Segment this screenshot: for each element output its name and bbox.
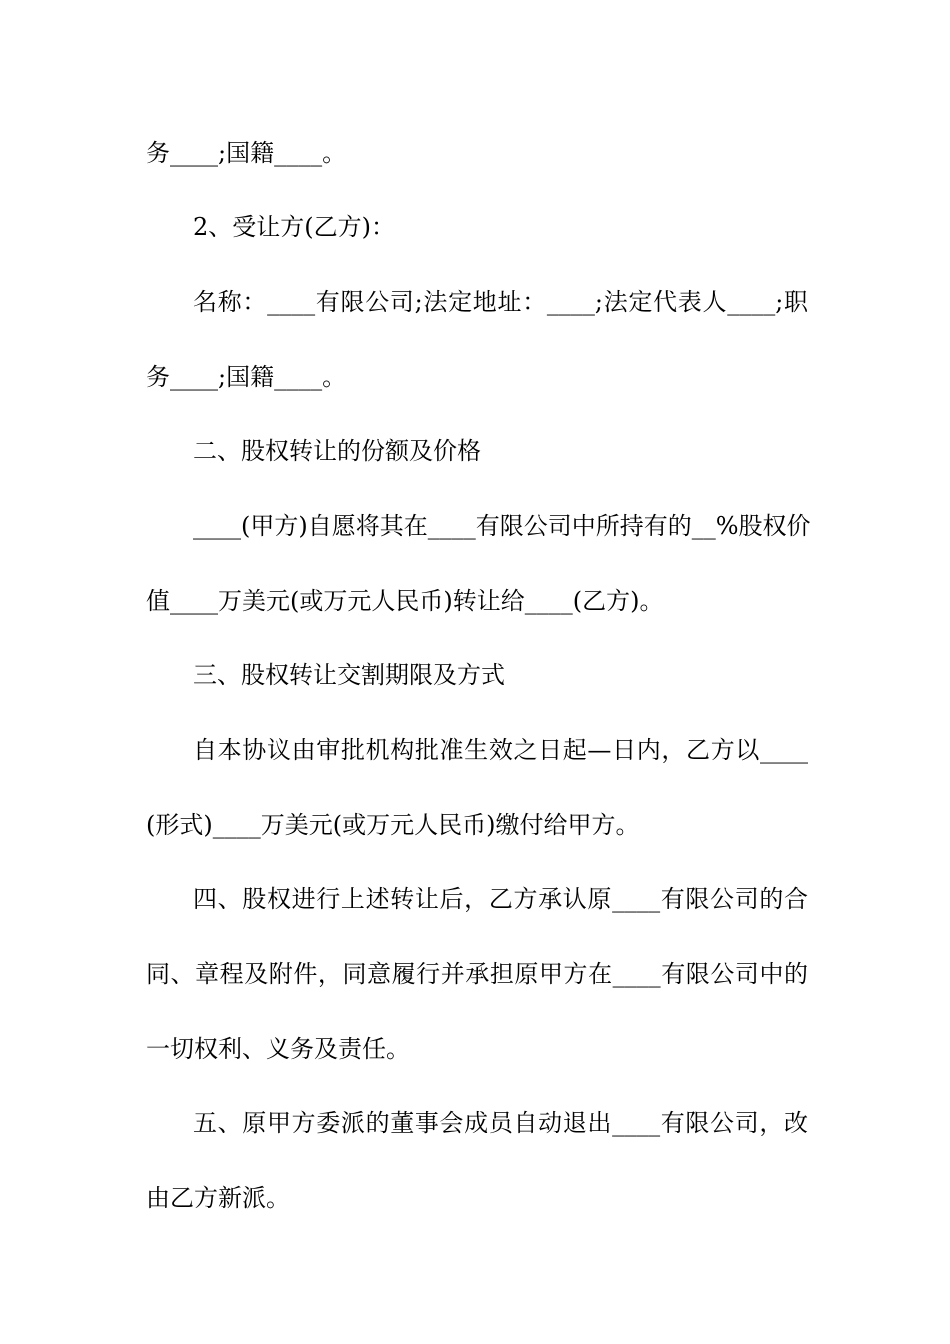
text-line-7: 值____万美元(或万元人民币)转让给____(乙方)。 xyxy=(146,587,664,615)
text-line-15: 由乙方新派。 xyxy=(146,1184,290,1212)
section-heading-2: 二、股权转让的份额及价格 xyxy=(193,437,481,465)
text-line-1: 务____;国籍____。 xyxy=(146,139,347,167)
text-line-4: 务____;国籍____。 xyxy=(146,363,347,391)
text-line-6: ____(甲方)自愿将其在____有限公司中所持有的__%股权价 xyxy=(193,512,811,540)
text-line-10: (形式)____万美元(或万元人民币)缴付给甲方。 xyxy=(146,811,640,839)
section-heading-3: 三、股权转让交割期限及方式 xyxy=(193,661,505,689)
text-line-3: 名称：____有限公司;法定地址：____;法定代表人____;职 xyxy=(193,288,808,316)
text-line-12: 同、章程及附件，同意履行并承担原甲方在____有限公司中的 xyxy=(146,960,808,988)
text-line-9: 自本协议由审批机构批准生效之日起—日内，乙方以____ xyxy=(193,736,808,764)
text-line-2: 2、受让方(乙方)： xyxy=(193,213,395,241)
text-line-13: 一切权利、义务及责任。 xyxy=(146,1035,410,1063)
text-line-11: 四、股权进行上述转让后，乙方承认原____有限公司的合 xyxy=(193,885,808,913)
text-line-14: 五、原甲方委派的董事会成员自动退出____有限公司，改 xyxy=(193,1109,808,1137)
